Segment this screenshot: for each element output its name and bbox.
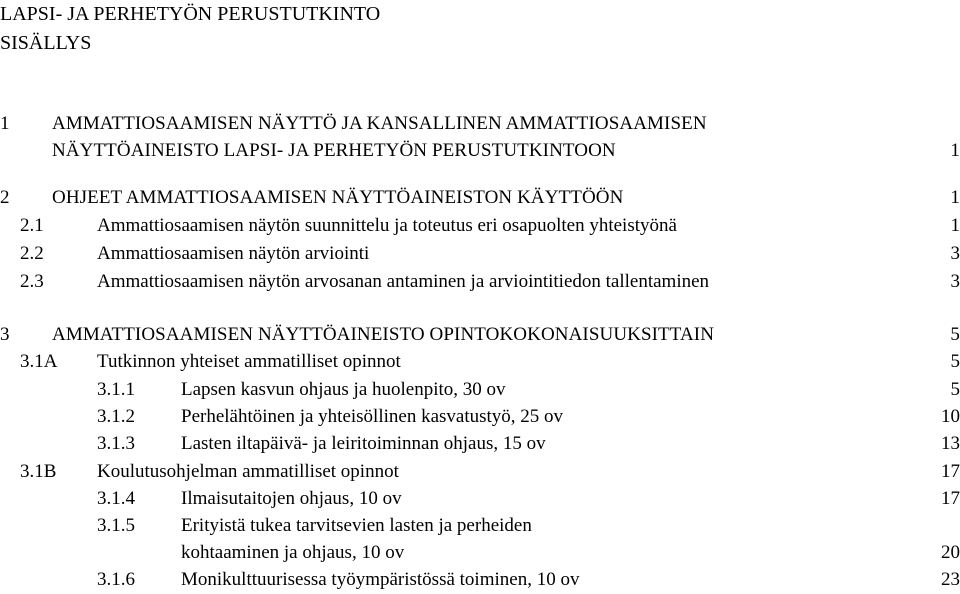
toc-entry-text: Ammattiosaamisen näytön arviointi — [97, 243, 370, 264]
toc-entry-3-1-4[interactable] — [0, 489, 960, 513]
toc-entry-3-1-3[interactable] — [0, 434, 960, 458]
toc-entry-text: AMMATTIOSAAMISEN NÄYTTÖ JA KANSALLINEN AMMATTIOSAAMISEN — [52, 113, 707, 134]
toc-entry-number: 1 — [0, 113, 10, 134]
document-subtitle-line — [0, 33, 960, 57]
toc-entry-3-1-1[interactable] — [0, 380, 960, 404]
toc-entry-page: 5 — [950, 324, 960, 345]
toc-entry-page: 1 — [950, 140, 960, 161]
toc-entry-page: 23 — [941, 569, 960, 590]
toc-entry-text: Monikulttuurisessa työympäristössä toiminen, 10 ov — [181, 569, 580, 590]
toc-entry-3-1a[interactable] — [0, 352, 960, 376]
toc-entry-3[interactable] — [0, 325, 960, 349]
toc-entry-number: 3.1.6 — [97, 569, 135, 590]
toc-entry-number: 3 — [0, 324, 10, 345]
document-title: LAPSI- JA PERHETYÖN PERUSTUTKINTO — [0, 3, 381, 25]
toc-entry-3-1-2[interactable] — [0, 407, 960, 431]
toc-entry-page: 3 — [950, 271, 960, 292]
document-title-line — [0, 4, 960, 28]
toc-entry-2-3[interactable] — [0, 272, 960, 296]
toc-entry-number: 3.1.5 — [97, 515, 135, 536]
toc-entry-text: Erityistä tukea tarvitsevien lasten ja perheiden — [181, 515, 532, 536]
toc-entry-text: Lasten iltapäivä- ja leiritoiminnan ohjaus, 15 ov — [181, 433, 546, 454]
toc-entry-number: 3.1B — [20, 461, 57, 482]
toc-entry-text: Ammattiosaamisen näytön arvosanan antaminen ja arviointitiedon tallentaminen — [97, 271, 710, 292]
toc-entry-3-1-5-continued[interactable] — [0, 543, 960, 567]
toc-entry-text: OHJEET AMMATTIOSAAMISEN NÄYTTÖAINEISTON KÄYTTÖÖN — [52, 187, 624, 208]
toc-entry-number: 2.3 — [20, 271, 44, 292]
toc-entry-3-1-6[interactable] — [0, 570, 960, 594]
toc-entry-number: 3.1.1 — [97, 379, 135, 400]
toc-entry-text: kohtaaminen ja ohjaus, 10 ov — [181, 542, 405, 563]
toc-entry-page: 13 — [941, 433, 960, 454]
toc-entry-2[interactable] — [0, 188, 960, 212]
toc-entry-text: Lapsen kasvun ohjaus ja huolenpito, 30 ov — [181, 379, 506, 400]
document-subtitle: SISÄLLYS — [0, 32, 92, 54]
toc-entry-1-continued[interactable] — [0, 141, 960, 165]
toc-entry-text: NÄYTTÖAINEISTO LAPSI- JA PERHETYÖN PERUSTUTKINTOON — [52, 140, 616, 161]
toc-entry-number: 2.1 — [20, 215, 44, 236]
toc-entry-text: Ilmaisutaitojen ohjaus, 10 ov — [181, 488, 402, 509]
toc-entry-page: 17 — [941, 488, 960, 509]
toc-entry-text: Ammattiosaamisen näytön suunnittelu ja toteutus eri osapuolten yhteistyönä — [97, 215, 677, 236]
toc-entry-page: 1 — [950, 215, 960, 236]
toc-entry-3-1-5[interactable] — [0, 516, 960, 540]
toc-entry-page: 20 — [941, 542, 960, 563]
toc-entry-2-2[interactable] — [0, 244, 960, 268]
toc-entry-number: 3.1A — [20, 351, 58, 372]
toc-entry-page: 5 — [950, 379, 960, 400]
toc-entry-3-1b[interactable] — [0, 462, 960, 486]
toc-entry-page: 1 — [950, 187, 960, 208]
toc-entry-page: 3 — [950, 243, 960, 264]
toc-entry-text: Koulutusohjelman ammatilliset opinnot — [97, 461, 399, 482]
toc-entry-number: 2 — [0, 187, 10, 208]
toc-entry-page: 5 — [950, 351, 960, 372]
toc-entry-number: 3.1.3 — [97, 433, 135, 454]
toc-entry-number: 3.1.2 — [97, 406, 135, 427]
toc-entry-text: Perhelähtöinen ja yhteisöllinen kasvatustyö, 25 ov — [181, 406, 564, 427]
toc-entry-2-1[interactable] — [0, 216, 960, 240]
toc-entry-page: 10 — [941, 406, 960, 427]
toc-entry-1[interactable] — [0, 114, 960, 138]
toc-entry-text: AMMATTIOSAAMISEN NÄYTTÖAINEISTO OPINTOKOKONAISUUKSITTAIN — [52, 324, 715, 345]
toc-entry-text: Tutkinnon yhteiset ammatilliset opinnot — [97, 351, 401, 372]
toc-entry-number: 2.2 — [20, 243, 44, 264]
toc-entry-page: 17 — [941, 461, 960, 482]
toc-entry-number: 3.1.4 — [97, 488, 135, 509]
